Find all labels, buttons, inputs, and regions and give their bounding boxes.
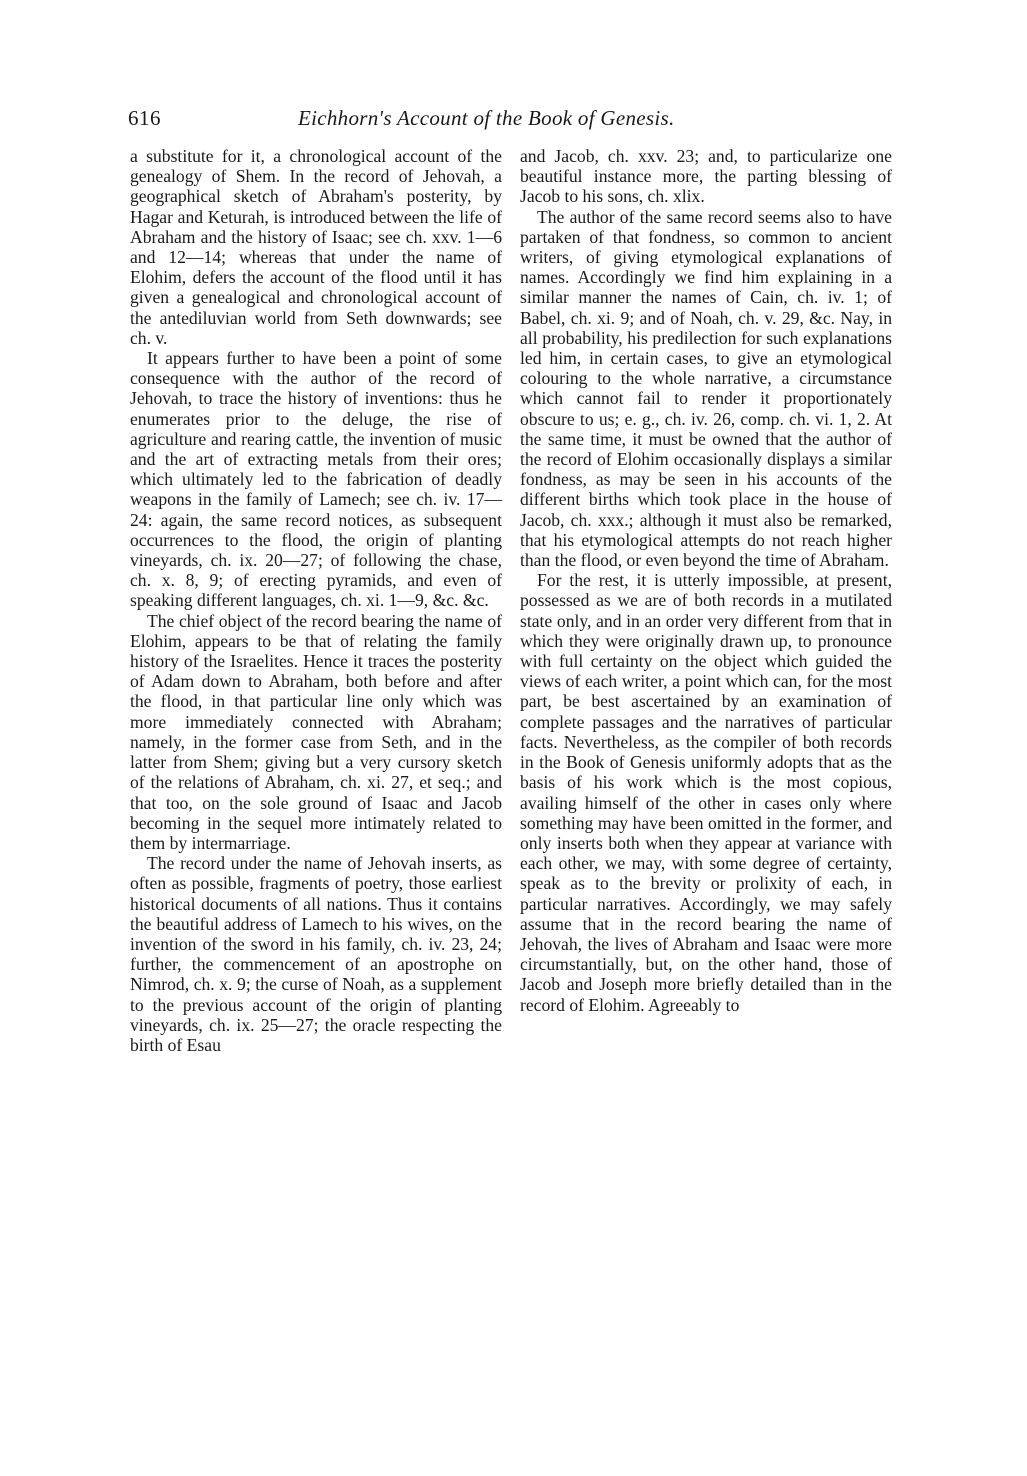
paragraph: and Jacob, ch. xxv. 23; and, to particularize one beautiful instance more, the parting blessing of Jacob to his sons, ch. xlix.	[520, 146, 892, 207]
paragraph: It appears further to have been a point of some consequence with the author of the record of Jehovah, to trace the history of inventions: thus he enumerates prior to the deluge, the rise of agriculture and rearing cattle, the invention of music and the art of extracting metals from their ores; which ultimately led to the fabrication of deadly weapons in the family of Lamech; see ch. iv. 17—24: again, the same record notices, as subsequent occurrences to the flood, the origin of planting vineyards, ch. ix. 20—27; of following the chase, ch. x. 8, 9; of erecting pyramids, and even of speaking different languages, ch. xi. 1—9, &c. &c.	[130, 348, 502, 611]
paragraph: a substitute for it, a chronological account of the genealogy of Shem. In the record of Jehovah, a geographical sketch of Abraham's posterity, by Hagar and Keturah, is introduced between the life of Abraham and the history of Isaac; see ch. xxv. 1—6 and 12—14; whereas that under the name of Elohim, defers the account of the flood until it has given a genealogical and chronological account of the antediluvian world from Seth downwards; see ch. v.	[130, 146, 502, 348]
paragraph: The chief object of the record bearing the name of Elohim, appears to be that of relating the family history of the Israelites. Hence it traces the posterity of Adam down to Abraham, both before and after the flood, in that particular line only which was more immediately connected with Abraham; namely, in the former case from Seth, and in the latter from Shem; giving but a very cursory sketch of the relations of Abraham, ch. xi. 27, et seq.; and that too, on the sole ground of Isaac and Jacob becoming in the sequel more intimately related to them by intermarriage.	[130, 610, 502, 853]
left-column	[130, 146, 502, 1055]
paragraph: The author of the same record seems also to have partaken of that fondness, so common to ancient writers, of giving etymological explanations of names. Accordingly we find him explaining in a similar manner the names of Cain, ch. iv. 1; of Babel, ch. xi. 9; and of Noah, ch. v. 29, &c. Nay, in all probability, his predilection for such explanations led him, in certain cases, to give an etymological colouring to the whole narrative, a circumstance which cannot fail to render it proportionately obscure to us; e. g., ch. iv. 26, comp. ch. vi. 1, 2. At the same time, it must be owned that the author of the record of Elohim occasionally displays a similar fondness, as may be seen in his accounts of the different births which took place in the house of Jacob, ch. xxx.; although it must also be remarked, that his etymological attempts do not reach higher than the flood, or even beyond the time of Abraham.	[520, 206, 892, 571]
page-number: 616	[128, 106, 161, 130]
right-column	[520, 146, 892, 1015]
page-header	[128, 100, 890, 136]
paragraph: The record under the name of Jehovah inserts, as often as possible, fragments of poetry, those earliest historical documents of all nations. Thus it contains the beautiful address of Lamech to his wives, on the invention of the sword in his family, ch. iv. 23, 24; further, the commencement of an apostrophe on Nimrod, ch. x. 9; the curse of Noah, as a supplement to the previous account of the origin of planting vineyards, ch. ix. 25—27; the oracle respecting the birth of Esau	[130, 853, 502, 1055]
running-title: Eichhorn's Account of the Book of Genesis.	[298, 106, 675, 130]
paragraph: For the rest, it is utterly impossible, at present, possessed as we are of both records in a mutilated state only, and in an order very different from that in which they were originally drawn up, to pronounce with full certainty on the object which guided the views of each writer, a point which can, for the most part, be best ascertained by an examination of complete passages and the narratives of particular facts. Nevertheless, as the compiler of both records in the Book of Genesis uniformly adopts that as the basis of his work which is the most copious, availing himself of the other in cases only where something may have been omitted in the former, and only inserts both when they appear at variance with each other, we may, with some degree of certainty, speak as to the brevity or prolixity of each, in particular narratives. Accordingly, we may safely assume that in the record bearing the name of Jehovah, the lives of Abraham and Isaac were more circumstantially, but, on the other hand, those of Jacob and Joseph more briefly detailed than in the record of Elohim. Agreeably to	[520, 570, 892, 1015]
